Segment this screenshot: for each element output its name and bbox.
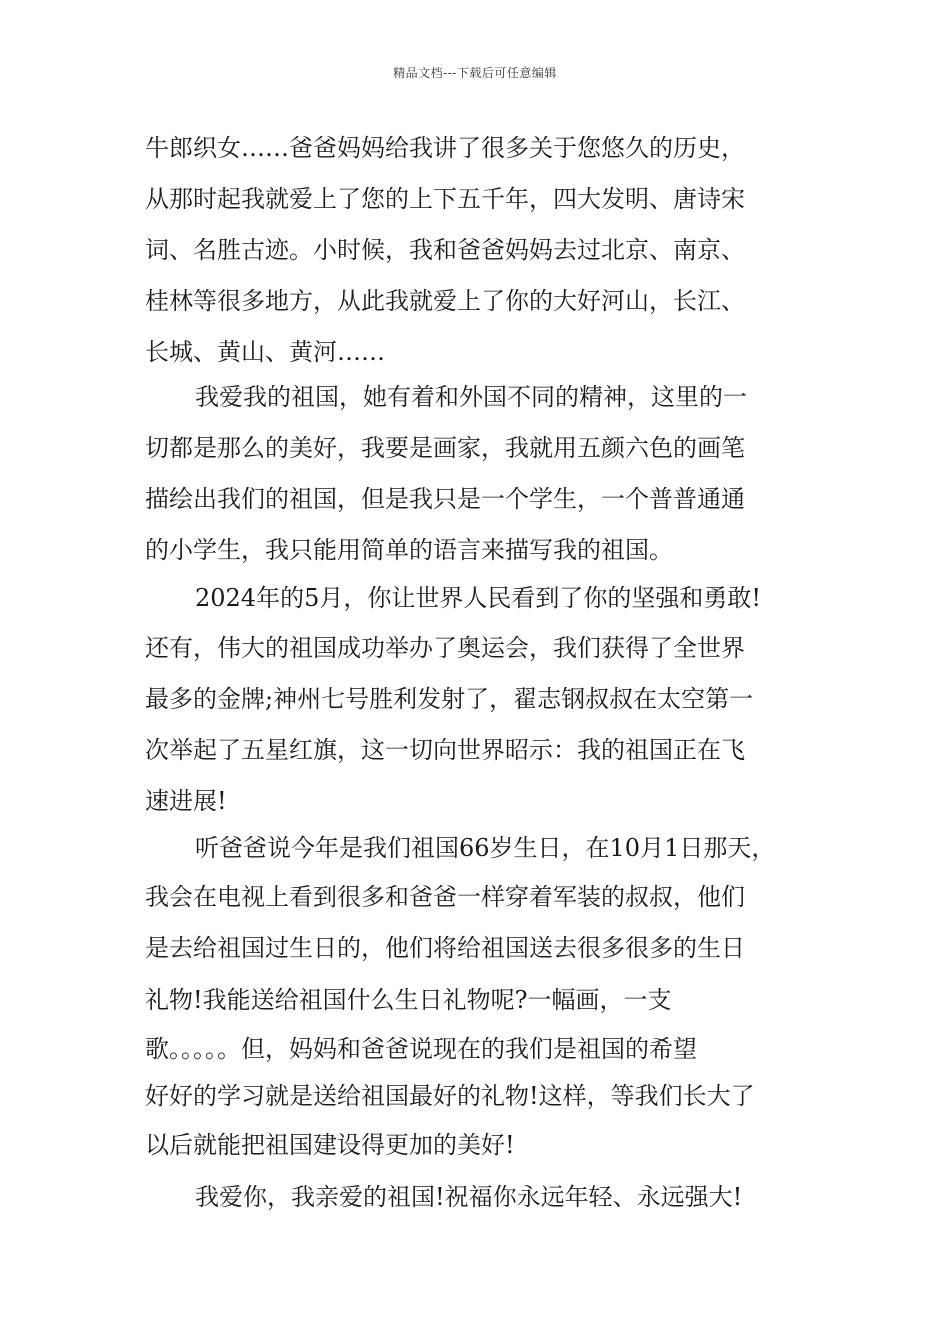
text-line: 礼物!我能送给祖国什么生日礼物呢?一幅画，一支 [145,986,672,1014]
text-line: 从那时起我就爱上了您的上下五千年，四大发明、唐诗宋 [145,185,745,213]
text-line: 速进展! [145,787,227,815]
text-line: 的小学生，我只能用简单的语言来描写我的祖国。 [145,536,673,564]
text-line: 歌。。。。。但，妈妈和爸爸说现在的我们是祖国的希望 [145,1035,697,1063]
page-header: 精品文档---下载后可任意编辑 [393,66,557,80]
text-line: 词、名胜古迹。小时候，我和爸爸妈妈去过北京、南京、 [145,236,745,264]
paragraph-start-line: 我爱我的祖国，她有着和外国不同的精神，这里的一 [195,383,747,411]
text-line: 描绘出我们的祖国，但是我只是一个学生，一个普普通通 [145,485,745,513]
text-line: 是去给祖国过生日的，他们将给祖国送去很多很多的生日 [145,934,745,962]
paragraph-start-line: 我爱你，我亲爱的祖国!祝福你永远年轻、永远强大! [195,1183,743,1211]
text-line: 还有，伟大的祖国成功举办了奥运会，我们获得了全世界 [145,634,745,662]
paragraph-start-line: 2024年的5月，你让世界人民看到了你的坚强和勇敢! [195,584,761,612]
text-line: 桂林等很多地方，从此我就爱上了你的大好河山，长江、 [145,287,745,315]
paragraph-start-line: 听爸爸说今年是我们祖国66岁生日，在10月1日那天， [195,834,776,862]
text-line: 次举起了五星红旗，这一切向世界昭示：我的祖国正在飞 [145,736,745,764]
text-line: 我会在电视上看到很多和爸爸一样穿着军装的叔叔，他们 [145,883,745,911]
text-line: 切都是那么的美好，我要是画家，我就用五颜六色的画笔 [145,434,745,462]
text-line: 牛郎织女……爸爸妈妈给我讲了很多关于您悠久的历史， [145,134,745,162]
text-line: 最多的金牌;神州七号胜利发射了，翟志钢叔叔在太空第一 [145,685,754,713]
text-line: 以后就能把祖国建设得更加的美好! [145,1131,515,1159]
text-line: 长城、黄山、黄河…… [145,338,385,366]
text-line: 好好的学习就是送给祖国最好的礼物!这样，等我们长大了 [145,1082,755,1110]
